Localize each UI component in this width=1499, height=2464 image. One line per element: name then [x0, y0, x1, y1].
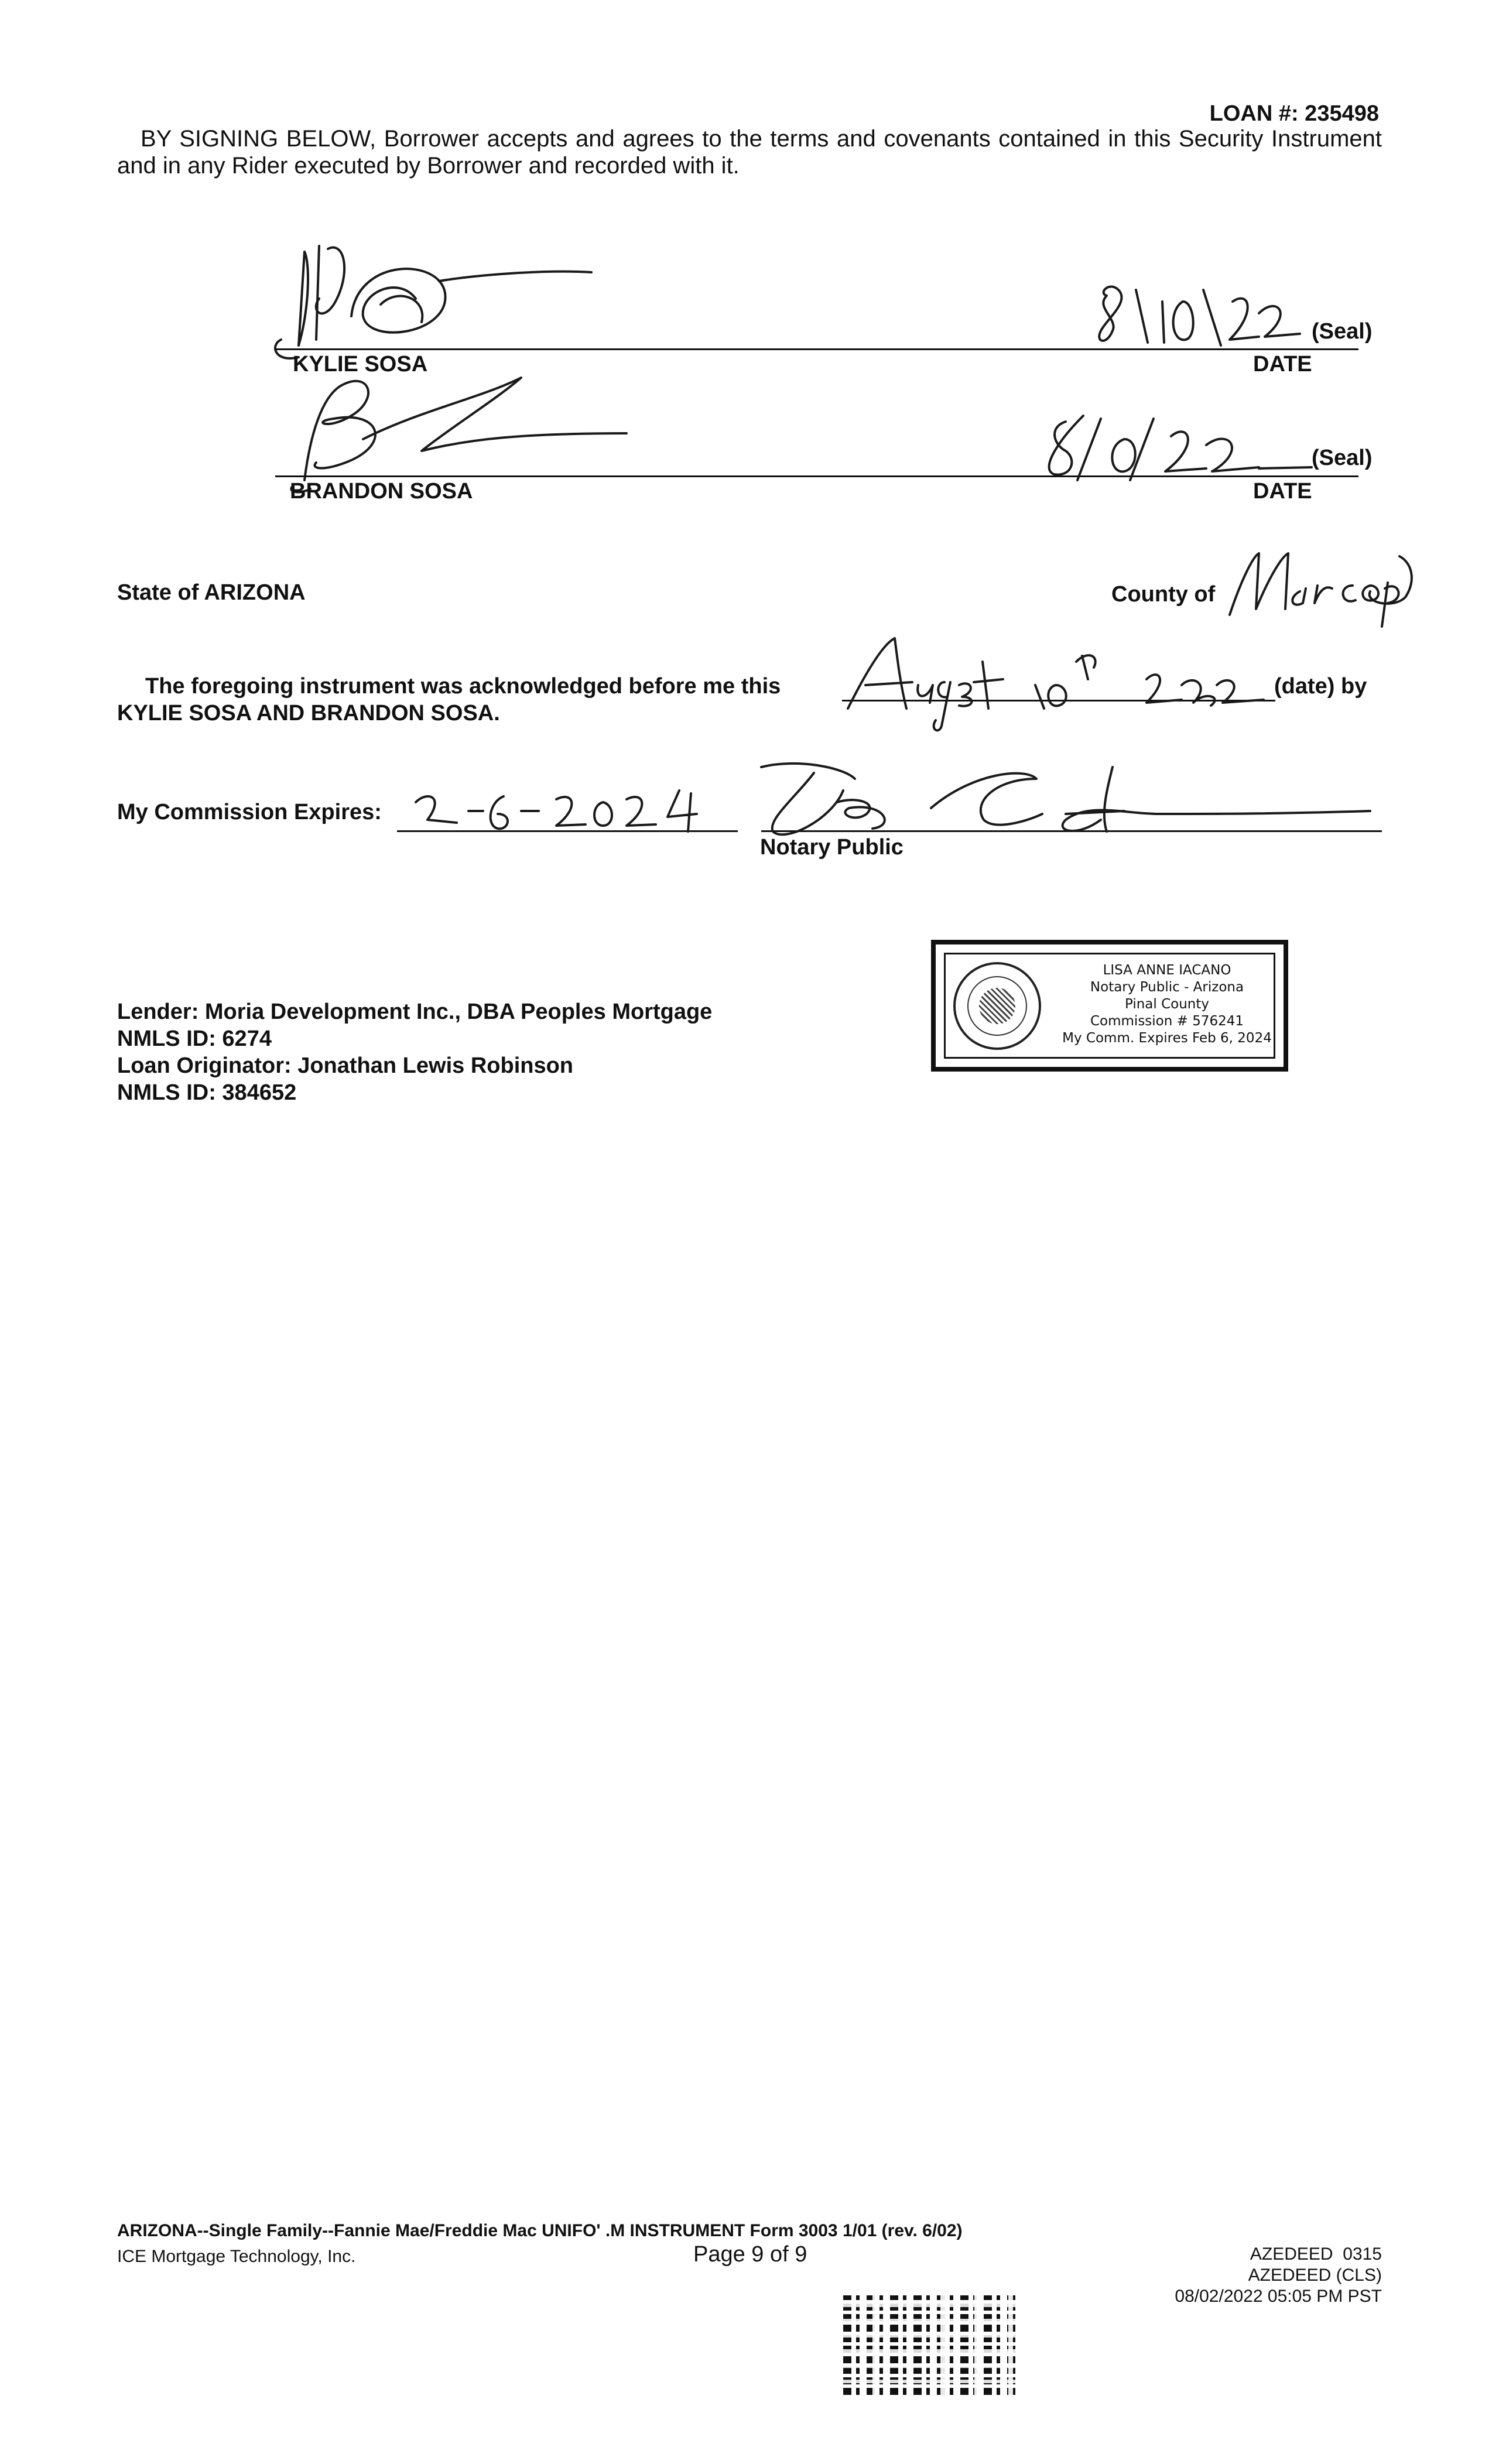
date-label-1: DATE: [1253, 352, 1312, 377]
barcode-overlay: [843, 2295, 1019, 2395]
footer-form-title: ARIZONA--Single Family--Fannie Mae/Freddie Mac UNIFO' .M INSTRUMENT Form 3003 1/01 (rev. 6/02): [117, 2221, 963, 2240]
originator-nmls: NMLS ID: 384652: [117, 1080, 297, 1105]
seal-core: [979, 988, 1015, 1024]
originator-line: Loan Originator: Jonathan Lewis Robinson: [117, 1053, 574, 1078]
handwritten-commission-date: [404, 779, 714, 837]
borrower-name-1: KYLIE SOSA: [293, 352, 428, 377]
notary-signature: [750, 755, 1382, 843]
date-label-2: DATE: [1253, 479, 1312, 504]
acknowledgment-suffix: (date) by: [1274, 674, 1367, 699]
county-label: County of: [1111, 582, 1216, 607]
footer-code-1: AZEDEED 0315: [1250, 2244, 1382, 2264]
lender-nmls: NMLS ID: 6274: [117, 1026, 272, 1051]
stamp-line-name: LISA ANNE IACANO: [1103, 963, 1231, 978]
stamp-line-expires: My Comm. Expires Feb 6, 2024: [1062, 1031, 1272, 1046]
commission-label: My Commission Expires:: [117, 800, 382, 824]
loan-number: LOAN #: 235498: [1209, 101, 1379, 126]
notary-public-label: Notary Public: [760, 835, 903, 860]
seal-label-1: (Seal): [1312, 319, 1373, 344]
borrower-name-2: BRANDON SOSA: [290, 479, 473, 504]
notary-stamp: [931, 940, 1288, 1072]
stamp-text: [1056, 962, 1278, 1047]
handwritten-date-1: [1095, 278, 1306, 354]
stamp-line-county: Pinal County: [1124, 997, 1210, 1012]
state-seal-icon: [953, 962, 1041, 1050]
state-label: State of ARIZONA: [117, 580, 306, 605]
footer-timestamp: 08/02/2022 05:05 PM PST: [1175, 2287, 1382, 2306]
lender-line: Lender: Moria Development Inc., DBA Peoples Mortgage: [117, 1000, 713, 1024]
handwritten-date-2: [1036, 404, 1317, 486]
stamp-line-title: Notary Public - Arizona: [1090, 980, 1244, 995]
footer-page: Page 9 of 9: [693, 2242, 807, 2267]
intro-text: BY SIGNING BELOW, Borrower accepts and agrees to the terms and covenants contained in this Security Instrument and in any Rider executed by Borrower and recorded with it.: [117, 126, 1382, 179]
stamp-line-commission: Commission # 576241: [1090, 1014, 1244, 1029]
footer-code-2: AZEDEED (CLS): [1248, 2265, 1382, 2285]
footer-company: ICE Mortgage Technology, Inc.: [117, 2247, 356, 2266]
brandon-signature: [275, 363, 650, 498]
handwritten-county: [1224, 545, 1417, 632]
seal-label-2: (Seal): [1312, 446, 1373, 470]
acknowledgment-line: The foregoing instrument was acknowledged before me this: [145, 674, 781, 699]
handwritten-ack-date: [842, 627, 1275, 738]
acknowledged-names: KYLIE SOSA AND BRANDON SOSA.: [117, 701, 500, 725]
kylie-signature: [263, 240, 627, 357]
